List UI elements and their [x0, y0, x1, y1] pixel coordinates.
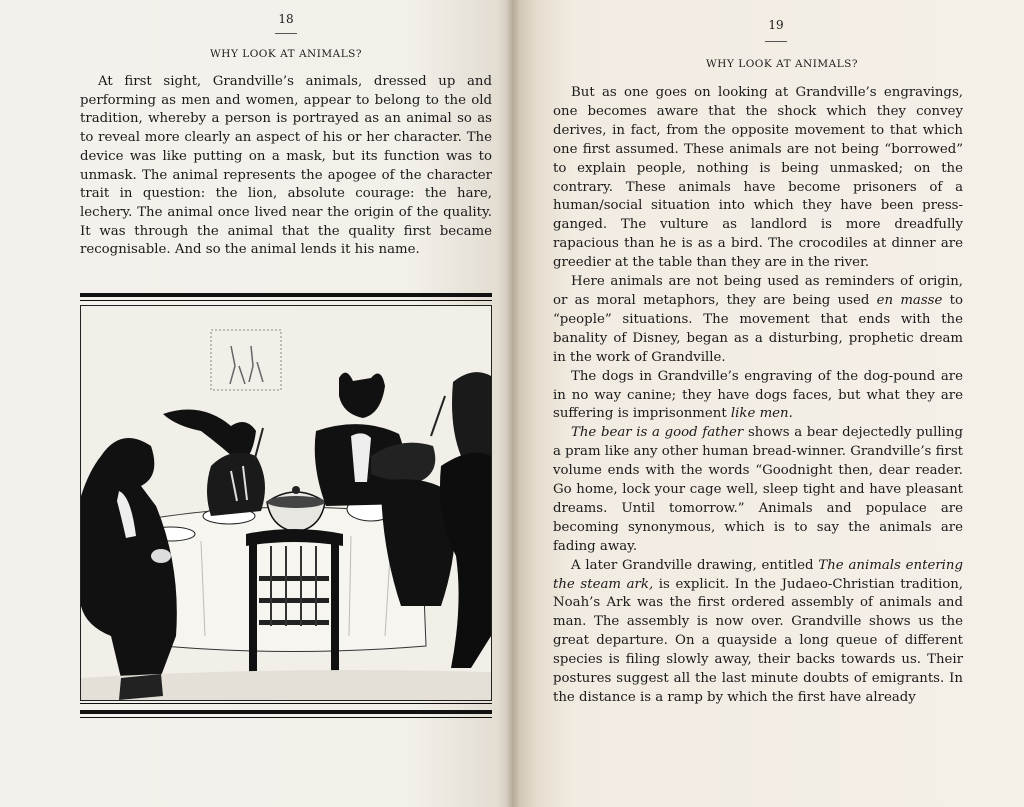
figure-top-rule-thin — [80, 300, 492, 301]
running-head: WHY LOOK AT ANIMALS? — [210, 48, 362, 60]
engraving-frame — [80, 305, 492, 701]
figure-top-rule — [80, 293, 492, 297]
running-head: WHY LOOK AT ANIMALS? — [706, 58, 858, 70]
paragraph: The bear is a good father shows a bear dejectedly pulling a pram like any other human bread-winner. Grandville’s first volume ends with the words “Goodnight then, dear reader. Go home, lock your cage well, sleep tight and have pleasant dreams. Until tomorrow.” Animals and populace are becoming synonymous, which is to say the animals are fading away. — [553, 425, 964, 554]
right-page — [512, 0, 1024, 807]
book-gutter — [506, 0, 520, 807]
italic-phrase: like men. — [730, 406, 793, 422]
header-rule — [765, 41, 787, 42]
figure-bottom-rule-thin — [80, 717, 492, 718]
paragraph: The dogs in Grandville’s engraving of the dog-pound are in no way canine; they have dogs faces, but what they are suffering is imprisonment like men. — [553, 368, 963, 422]
paragraph: At first sight, Grandville’s animals, dressed up and performing as men and women, appear to belong to the old tradition, whereby a person is portrayed as an animal so as to reveal more clearly an aspect of his or her character. The device was like putting on a mask, but its function was to unmask. The animal represents the apogee of the character trait in question: the lion, absolute courage: the hare, lechery. The animal once lived near the origin of the quality. It was through the animal that the quality first became recognisable. And so the animal lends it his name. — [80, 74, 492, 258]
figure-bottom-rule — [80, 710, 492, 714]
paragraph: But as one goes on looking at Grandville’s engravings, one becomes aware that the shock which they convey derives, in fact, from the opposite movement to that which one first assumed. These animals are not being “borrowed” to explain people, nothing is being unmasked; on the contrary. These animals have become prisoners of a human/social situation into which they have been press-ganged. The vulture as landlord is more dreadfully rapacious than he is as a bird. The crocodiles at dinner are greedier at the table than they are in the river. — [553, 85, 963, 271]
page-number: 18 — [278, 12, 294, 26]
body-text — [80, 73, 492, 260]
page-number: 19 — [768, 18, 784, 32]
engraving-animals-at-dinner-table-icon — [81, 306, 491, 700]
italic-title: The animals entering the steam ark, — [553, 557, 964, 592]
body-text — [553, 84, 963, 708]
paragraph: A later Grandville drawing, entitled The animals entering the steam ark, is explicit. In the Judaeo-Christian tradition, Noah’s Ark was the first ordered assembly of animals and man. The assembly is now over. Grandville shows us the great departure. On a quayside a long queue of different species is filing slowly away, their backs towards us. Their postures suggest all the last minute doubts of emigrants. In the distance is a ramp by which the first have already — [553, 557, 964, 705]
italic-title: The bear is a good father — [571, 425, 744, 441]
italic-phrase: en masse — [876, 292, 943, 308]
paragraph: Here animals are not being used as reminders of origin, or as moral metaphors, they are being used en masse to “people” situations. The movement that ends with the banality of Disney, began as a disturbing, prophetic dream in the work of Grandville. — [553, 274, 963, 365]
header-rule — [275, 33, 297, 34]
figure-bottom-rule-thin — [80, 703, 492, 704]
engraving-figure — [80, 293, 492, 725]
